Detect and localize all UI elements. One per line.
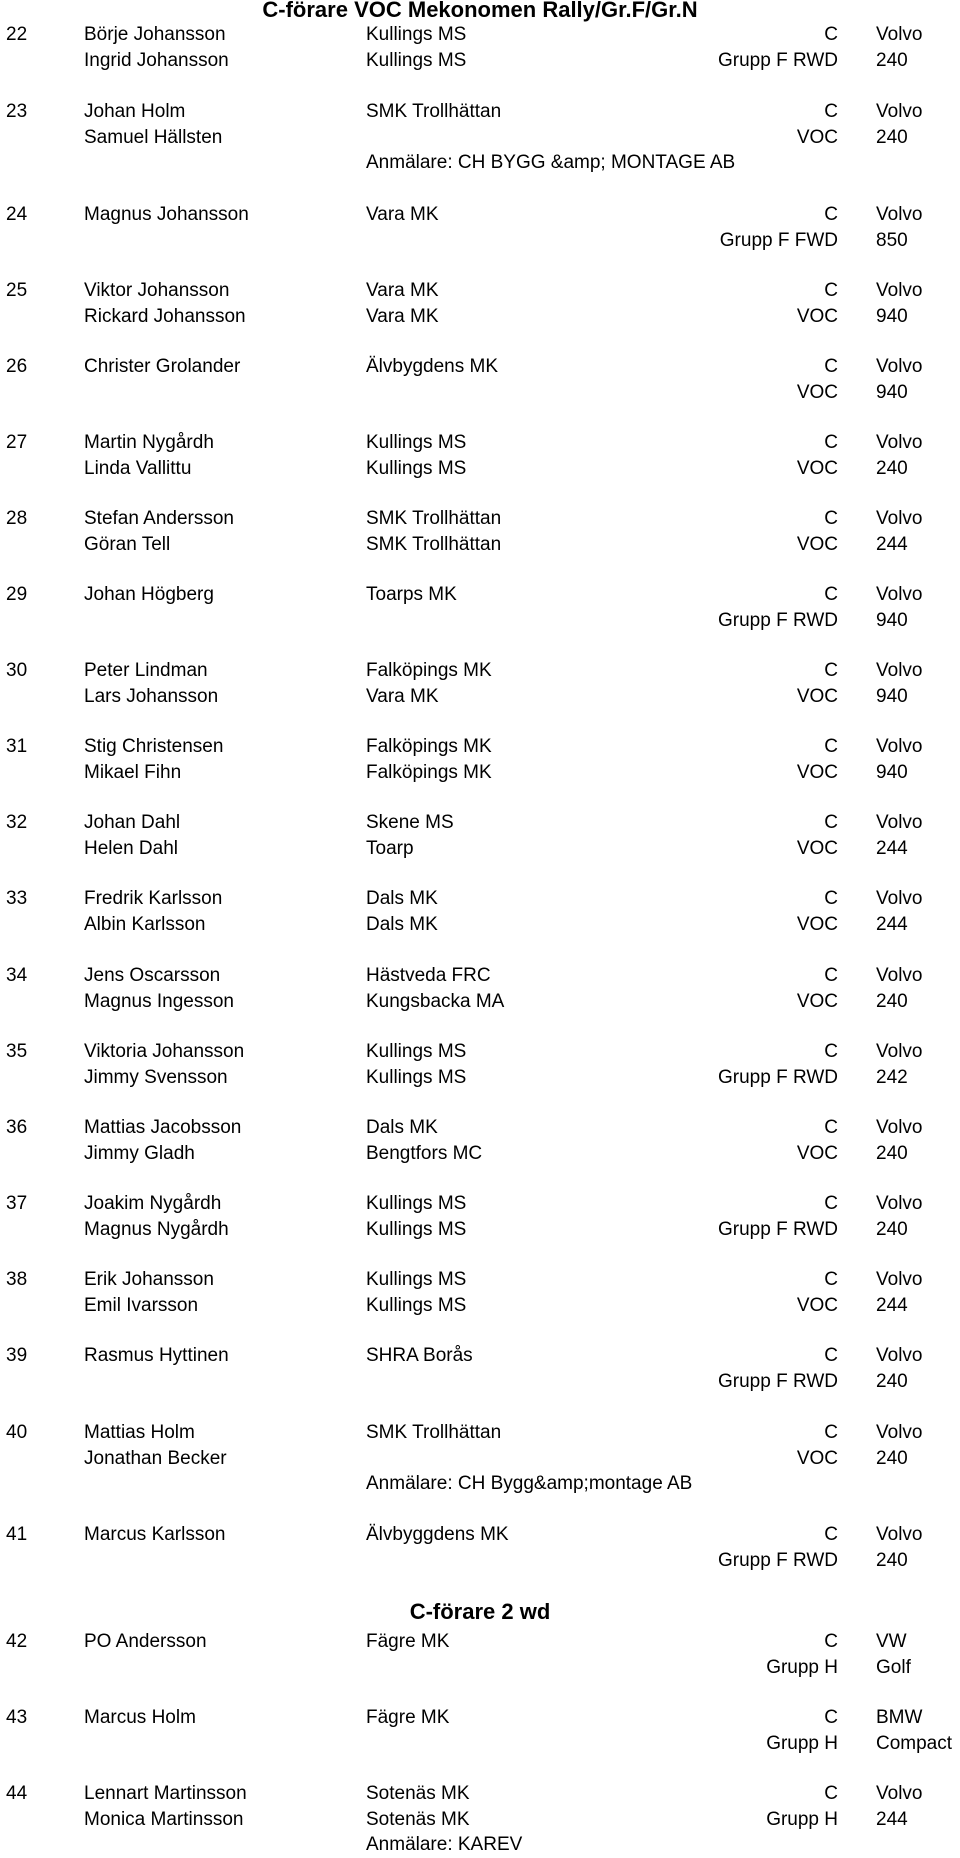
- car-model: Compact: [876, 1732, 953, 1754]
- entry-number: 26: [6, 356, 28, 377]
- entry: [0, 278, 960, 329]
- entry: [0, 506, 960, 557]
- car-make: Volvo: [876, 1345, 923, 1366]
- entry-number: 22: [6, 24, 28, 45]
- entry-number: 24: [6, 204, 28, 225]
- entry: [0, 202, 960, 253]
- codriver-name: Lars Johansson: [84, 685, 219, 707]
- codriver-club: SMK Trollhättan: [366, 533, 502, 555]
- car-make: Volvo: [876, 888, 923, 909]
- car-make: Volvo: [876, 356, 923, 377]
- entry-number: 39: [6, 1345, 28, 1366]
- car-model: 940: [876, 305, 908, 327]
- car-model: 244: [876, 837, 908, 859]
- entry: [0, 1781, 960, 1855]
- driver-club: Dals MK: [366, 888, 438, 909]
- car-make: Volvo: [876, 1269, 923, 1290]
- driver-name: Johan Högberg: [84, 584, 214, 605]
- codriver-club: Vara MK: [366, 305, 439, 327]
- car-make: Volvo: [876, 584, 923, 605]
- driver-name: PO Andersson: [84, 1631, 207, 1652]
- entry-number: 28: [6, 508, 28, 529]
- car-group: VOC: [796, 457, 838, 479]
- codriver-club: Dals MK: [366, 913, 438, 935]
- codriver-name: Jimmy Gladh: [84, 1142, 195, 1164]
- driver-club: Kullings MS: [366, 1041, 467, 1062]
- entry-number: 44: [6, 1783, 28, 1804]
- driver-name: Magnus Johansson: [84, 204, 249, 225]
- car-make: Volvo: [876, 1041, 923, 1062]
- entry: [0, 430, 960, 481]
- codriver-club: Kullings MS: [366, 49, 467, 71]
- driver-name: Lennart Martinsson: [84, 1783, 247, 1804]
- entry-number: 35: [6, 1041, 28, 1062]
- driver-name: Jens Oscarsson: [84, 965, 221, 986]
- car-group: VOC: [796, 126, 838, 148]
- entry: [0, 99, 960, 173]
- driver-class: C: [824, 1345, 838, 1366]
- car-group: VOC: [796, 1142, 838, 1164]
- driver-class: C: [824, 356, 838, 377]
- entry: [0, 582, 960, 633]
- codriver-name: Monica Martinsson: [84, 1808, 244, 1830]
- codriver-club: Kungsbacka MA: [366, 990, 505, 1012]
- codriver-club: Bengtfors MC: [366, 1142, 483, 1164]
- driver-name: Johan Holm: [84, 101, 186, 122]
- page-title: C-förare VOC Mekonomen Rally/Gr.F/Gr.N: [262, 0, 698, 22]
- codriver-club: Kullings MS: [366, 1294, 467, 1316]
- codriver-name: Mikael Fihn: [84, 761, 182, 783]
- driver-club: Toarps MK: [366, 584, 457, 605]
- car-make: Volvo: [876, 1193, 923, 1214]
- car-model: 240: [876, 1370, 908, 1392]
- driver-club: Kullings MS: [366, 1269, 467, 1290]
- driver-name: Johan Dahl: [84, 812, 181, 833]
- driver-class: C: [824, 1422, 838, 1443]
- driver-club: Kullings MS: [366, 432, 467, 453]
- codriver-name: Jonathan Becker: [84, 1447, 227, 1469]
- car-group: Grupp F RWD: [717, 1370, 838, 1392]
- car-make: Volvo: [876, 1524, 923, 1545]
- car-model: 240: [876, 1142, 908, 1164]
- entry: [0, 1267, 960, 1318]
- driver-club: Kullings MS: [366, 24, 467, 45]
- car-make: Volvo: [876, 965, 923, 986]
- car-group: VOC: [796, 837, 838, 859]
- entry: [0, 1343, 960, 1394]
- entry-number: 33: [6, 888, 28, 909]
- car-model: 242: [876, 1066, 908, 1088]
- car-model: 244: [876, 533, 908, 555]
- car-model: 240: [876, 1447, 908, 1469]
- car-model: 244: [876, 913, 908, 935]
- car-model: 240: [876, 990, 908, 1012]
- driver-club: Fägre MK: [366, 1631, 450, 1652]
- car-make: Volvo: [876, 1783, 923, 1804]
- car-make: BMW: [876, 1707, 923, 1728]
- entry-number: 30: [6, 660, 28, 681]
- driver-class: C: [824, 204, 838, 225]
- driver-name: Mattias Jacobsson: [84, 1117, 242, 1138]
- entry-number: 36: [6, 1117, 28, 1138]
- driver-club: SMK Trollhättan: [366, 1422, 502, 1443]
- driver-name: Martin Nygårdh: [84, 432, 214, 453]
- car-make: Volvo: [876, 204, 923, 225]
- codriver-club: Sotenäs MK: [366, 1808, 470, 1830]
- car-model: Golf: [876, 1656, 911, 1678]
- driver-class: C: [824, 280, 838, 301]
- driver-club: Kullings MS: [366, 1193, 467, 1214]
- driver-name: Marcus Holm: [84, 1707, 196, 1728]
- entry: [0, 1191, 960, 1242]
- car-make: Volvo: [876, 101, 923, 122]
- driver-class: C: [824, 888, 838, 909]
- entry-number: 42: [6, 1631, 28, 1652]
- codriver-name: Samuel Hällsten: [84, 126, 223, 148]
- car-model: 240: [876, 126, 908, 148]
- entry: [0, 734, 960, 785]
- entry: [0, 1522, 960, 1573]
- driver-class: C: [824, 812, 838, 833]
- codriver-name: Albin Karlsson: [84, 913, 206, 935]
- driver-class: C: [824, 101, 838, 122]
- driver-name: Viktor Johansson: [84, 280, 230, 301]
- codriver-club: Toarp: [366, 837, 414, 859]
- car-group: VOC: [796, 381, 838, 403]
- driver-name: Peter Lindman: [84, 660, 208, 681]
- car-model: 240: [876, 1218, 908, 1240]
- driver-club: Hästveda FRC: [366, 965, 491, 986]
- driver-class: C: [824, 1707, 838, 1728]
- codriver-name: Linda Vallittu: [84, 457, 192, 479]
- entry: [0, 1420, 960, 1494]
- car-make: Volvo: [876, 280, 923, 301]
- car-model: 240: [876, 457, 908, 479]
- codriver-name: Ingrid Johansson: [84, 49, 229, 71]
- driver-club: Älvbyggdens MK: [366, 1524, 509, 1545]
- driver-class: C: [824, 736, 838, 757]
- codriver-name: Emil Ivarsson: [84, 1294, 199, 1316]
- driver-class: C: [824, 24, 838, 45]
- entry: [0, 1115, 960, 1166]
- driver-name: Erik Johansson: [84, 1269, 214, 1290]
- driver-club: Skene MS: [366, 812, 454, 833]
- car-group: VOC: [796, 1294, 838, 1316]
- car-model: 940: [876, 761, 908, 783]
- entry: [0, 810, 960, 861]
- entry: [0, 963, 960, 1014]
- entry-number: 25: [6, 280, 28, 301]
- car-make: Volvo: [876, 24, 923, 45]
- entrant-note: Anmälare: CH BYGG &amp; MONTAGE AB: [366, 152, 736, 173]
- entry: [0, 1705, 960, 1756]
- driver-club: Vara MK: [366, 204, 439, 225]
- car-make: Volvo: [876, 812, 923, 833]
- driver-club: Älvbygdens MK: [366, 356, 499, 377]
- car-make: Volvo: [876, 1422, 923, 1443]
- entry-number: 43: [6, 1707, 28, 1728]
- car-group: VOC: [796, 913, 838, 935]
- codriver-name: Helen Dahl: [84, 837, 178, 859]
- car-group: VOC: [796, 1447, 838, 1469]
- driver-class: C: [824, 1117, 838, 1138]
- car-model: 240: [876, 1549, 908, 1571]
- driver-name: Stig Christensen: [84, 736, 224, 757]
- car-group: Grupp F RWD: [717, 1549, 838, 1571]
- car-group: VOC: [796, 533, 838, 555]
- codriver-name: Göran Tell: [84, 533, 171, 555]
- entry: [0, 886, 960, 937]
- driver-class: C: [824, 1783, 838, 1804]
- codriver-name: Magnus Nygårdh: [84, 1218, 229, 1240]
- car-model: 940: [876, 609, 908, 631]
- car-model: 940: [876, 685, 908, 707]
- entry-number: 37: [6, 1193, 28, 1214]
- section-title-2wd: C-förare 2 wd: [409, 1599, 551, 1624]
- car-model: 244: [876, 1294, 908, 1316]
- car-group: VOC: [796, 305, 838, 327]
- driver-name: Fredrik Karlsson: [84, 888, 223, 909]
- codriver-name: Magnus Ingesson: [84, 990, 234, 1012]
- car-make: Volvo: [876, 660, 923, 681]
- codriver-club: Kullings MS: [366, 1066, 467, 1088]
- driver-class: C: [824, 660, 838, 681]
- car-group: VOC: [796, 990, 838, 1012]
- driver-class: C: [824, 432, 838, 453]
- entry-number: 38: [6, 1269, 28, 1290]
- driver-name: Stefan Andersson: [84, 508, 234, 529]
- driver-club: Falköpings MK: [366, 660, 492, 681]
- car-group: Grupp H: [766, 1732, 838, 1754]
- driver-name: Mattias Holm: [84, 1422, 195, 1443]
- entry-number: 34: [6, 965, 28, 986]
- driver-class: C: [824, 1041, 838, 1062]
- car-make: Volvo: [876, 736, 923, 757]
- car-make: Volvo: [876, 508, 923, 529]
- car-model: 240: [876, 49, 908, 71]
- codriver-club: Kullings MS: [366, 1218, 467, 1240]
- entrant-note: Anmälare: CH Bygg&amp;montage AB: [366, 1473, 693, 1494]
- entry: [0, 658, 960, 709]
- driver-name: Joakim Nygårdh: [84, 1193, 222, 1214]
- car-group: VOC: [796, 761, 838, 783]
- driver-club: Falköpings MK: [366, 736, 492, 757]
- car-group: Grupp H: [766, 1808, 838, 1830]
- entrant-note: Anmälare: KAREV: [366, 1834, 523, 1855]
- entry-number: 41: [6, 1524, 28, 1545]
- driver-name: Börje Johansson: [84, 24, 226, 45]
- car-group: Grupp F FWD: [719, 229, 838, 251]
- driver-class: C: [824, 1631, 838, 1652]
- driver-club: Vara MK: [366, 280, 439, 301]
- driver-class: C: [824, 1269, 838, 1290]
- entry-number: 27: [6, 432, 28, 453]
- driver-class: C: [824, 584, 838, 605]
- driver-class: C: [824, 965, 838, 986]
- driver-class: C: [824, 1524, 838, 1545]
- car-model: 244: [876, 1808, 908, 1830]
- car-group: Grupp F RWD: [717, 49, 838, 71]
- entry: [0, 1629, 960, 1680]
- driver-class: C: [824, 1193, 838, 1214]
- car-group: Grupp F RWD: [717, 1066, 838, 1088]
- car-model: 940: [876, 381, 908, 403]
- codriver-name: Jimmy Svensson: [84, 1066, 228, 1088]
- entry: [0, 22, 960, 73]
- codriver-name: Rickard Johansson: [84, 305, 246, 327]
- driver-club: SHRA Borås: [366, 1345, 473, 1366]
- driver-name: Marcus Karlsson: [84, 1524, 226, 1545]
- car-make: Volvo: [876, 1117, 923, 1138]
- entry: [0, 1039, 960, 1090]
- driver-club: Fägre MK: [366, 1707, 450, 1728]
- driver-club: Dals MK: [366, 1117, 438, 1138]
- driver-club: SMK Trollhättan: [366, 508, 502, 529]
- codriver-club: Falköpings MK: [366, 761, 492, 783]
- driver-name: Viktoria Johansson: [84, 1041, 245, 1062]
- car-group: VOC: [796, 685, 838, 707]
- driver-club: SMK Trollhättan: [366, 101, 502, 122]
- car-group: Grupp F RWD: [717, 1218, 838, 1240]
- driver-name: Rasmus Hyttinen: [84, 1345, 229, 1366]
- car-group: Grupp F RWD: [717, 609, 838, 631]
- driver-club: Sotenäs MK: [366, 1783, 470, 1804]
- entry-number: 29: [6, 584, 28, 605]
- car-model: 850: [876, 229, 908, 251]
- codriver-club: Vara MK: [366, 685, 439, 707]
- entry: [0, 354, 960, 405]
- entry-number: 23: [6, 101, 28, 122]
- codriver-club: Kullings MS: [366, 457, 467, 479]
- car-make: Volvo: [876, 432, 923, 453]
- driver-name: Christer Grolander: [84, 356, 241, 377]
- car-make: VW: [876, 1631, 907, 1652]
- driver-class: C: [824, 508, 838, 529]
- entry-number: 32: [6, 812, 28, 833]
- entry-number: 40: [6, 1422, 28, 1443]
- entry-number: 31: [6, 736, 28, 757]
- car-group: Grupp H: [766, 1656, 838, 1678]
